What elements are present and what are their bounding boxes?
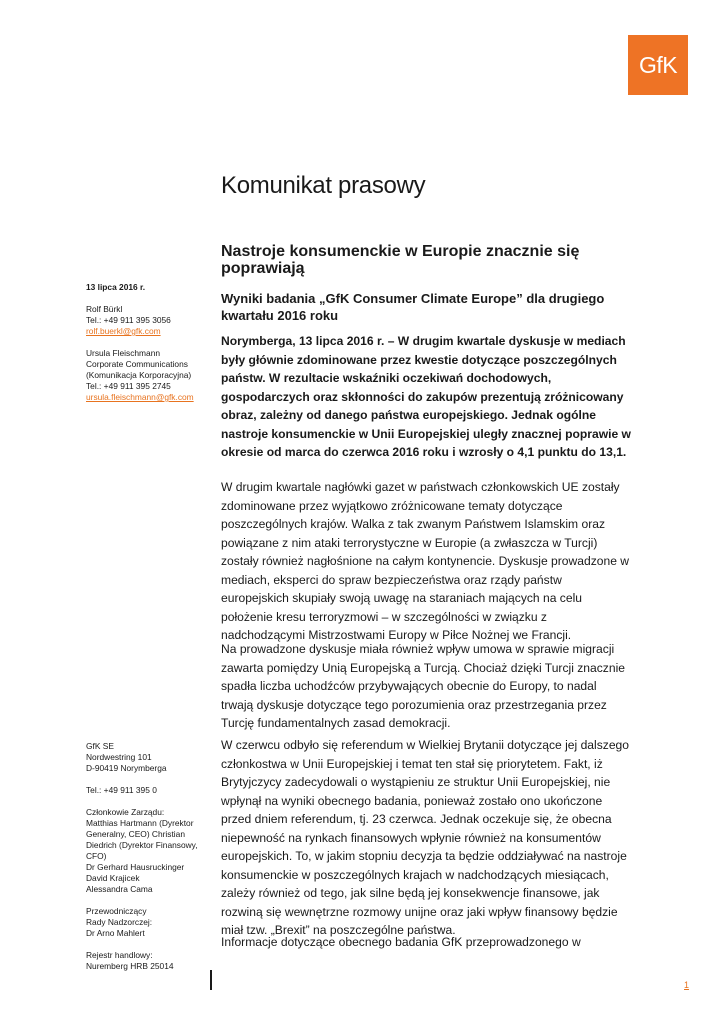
register-value: Nuremberg HRB 25014 [86, 961, 174, 971]
gfk-logo-text: GfK [638, 51, 678, 78]
board-member-3: Dr Gerhard Hausruckinger [86, 862, 185, 872]
sidebar-company [86, 741, 211, 972]
text-cursor [210, 970, 212, 990]
article-subheadline: Wyniki badania „GfK Consumer Climate Europe” dla drugiego kwartału 2016 roku [221, 291, 605, 323]
contact1-name: Rolf Bürkl [86, 304, 123, 314]
contact2-role: Corporate Communications [86, 359, 188, 369]
register-label: Rejestr handlowy: [86, 950, 153, 960]
supervisory-name: Dr Arno Mahlert [86, 928, 145, 938]
article-paragraph: Informacje dotyczące obecnego badania GfK przeprowadzonego w [221, 935, 581, 949]
document-type-title: Komunikat prasowy [221, 172, 426, 199]
company-city: D-90419 Norymberga [86, 763, 167, 773]
article-paragraph: W drugim kwartale nagłówki gazet w państwach członkowskich UE zostały zdominowane przez wyjątkowo zróżnicowane tematy dotyczące poszczególnych krajów. Walka z tak zwanym Państwem Islamskim oraz powiązane z nim ataki terrorystyczne w Europie (a zwłaszcza w Turcji) zostały również nagłośnione na całym kontynencie. Dyskusje prowadzone w mediach, eksperci do spraw bezpieczeństwa oraz rządy państw europejskich skupiały swoją uwagę na staraniach mających na celu położenie kresu terroryzmowi – w szczególności w związku z nadchodzącymi Mistrzostwami Europy w Piłce Nożnej we Francji. [221, 480, 630, 642]
article-paragraph: W czerwcu odbyło się referendum w Wielkiej Brytanii dotyczące jej dalszego członkostwa w Unii Europejskiej i temat ten stał się priorytetem. Fakt, iż Brytyjczycy zadecydowali o wystąpieniu ze struktur Unii Europejskiej, nie wpłynął na wyniki obecnego badania, ponieważ zostało ono ukończone przed dniem referendum, tj. 23 czerwca. Jednak oczekuje się, że obecna niepewność na rynkach finansowych wpłynie również na konsumentów europejskich. To, w jakim stopniu decyzja ta będzie oddziaływać na nastroje konsumenckie w poszczególnych krajach w nadchodzących miesiącach, zależy również od tego, jak silne będą jej konsekwencje finansowe, jak rozwiną się wewnętrzne rozmowy unijne oraz jaki wpływ finansowy będzie miał tzw. „Brexit” na poszczególne państwa. [221, 738, 629, 937]
article-paragraph: Na prowadzone dyskusje miała również wpływ umowa w sprawie migracji zawarta pomiędzy Unią Europejską a Turcją. Chociaż dzięki Turcji znacznie spadła liczba uchodźców przybywających obecnie do Europy, to nadal trwają dyskusje dotyczące tego porozumienia oraz przestrzegania przez Turcję fundamentalnych zasad demokracji. [221, 642, 625, 730]
article-lead: Norymberga, 13 lipca 2016 r. – W drugim kwartale dyskusje w mediach były głównie zdominowane przez kwestie dotyczące poszczególnych państw. W rezultacie wskaźniki oczekiwań dochodowych, gospodarczych oraz skłonności do zakupów prezentują zróżnicowany obraz, zależny od danego państwa europejskiego. Jednak ogólne nastroje konsumenckie w Unii Europejskiej uległy znacznej poprawie w okresie od marca do czerwca 2016 roku i wzrosły o 4,1 punktu do 13,1. [221, 334, 631, 459]
board-member-4: David Krajicek [86, 873, 140, 883]
board-members: Matthias Hartmann (Dyrektor Generalny, CEO) Christian Diedrich (Dyrektor Finansowy, CFO) [86, 818, 198, 861]
supervisory-label-2: Rady Nadzorczej: [86, 917, 153, 927]
sidebar-contacts [86, 282, 211, 403]
contact2-role-pl: (Komunikacja Korporacyjna) [86, 370, 192, 380]
release-date: 13 lipca 2016 r. [86, 282, 146, 292]
company-name: GfK SE [86, 741, 114, 751]
page-number: 1 [684, 980, 690, 990]
contact2-tel: Tel.: +49 911 395 2745 [86, 381, 171, 391]
company-street: Nordwestring 101 [86, 752, 152, 762]
board-label: Członkowie Zarządu: [86, 807, 165, 817]
article-headline: Nastroje konsumenckie w Europie znacznie się poprawiają [221, 243, 580, 277]
contact2-name: Ursula Fleischmann [86, 348, 161, 358]
contact1-tel: Tel.: +49 911 395 3056 [86, 315, 171, 325]
board-member-5: Alessandra Cama [86, 884, 153, 894]
gfk-logo [628, 35, 688, 95]
contact1-email-link[interactable]: rolf.buerkl@gfk.com [86, 326, 161, 336]
company-tel: Tel.: +49 911 395 0 [86, 785, 157, 795]
supervisory-label-1: Przewodniczący [86, 906, 147, 916]
contact2-email-link[interactable]: ursula.fleischmann@gfk.com [86, 392, 194, 402]
